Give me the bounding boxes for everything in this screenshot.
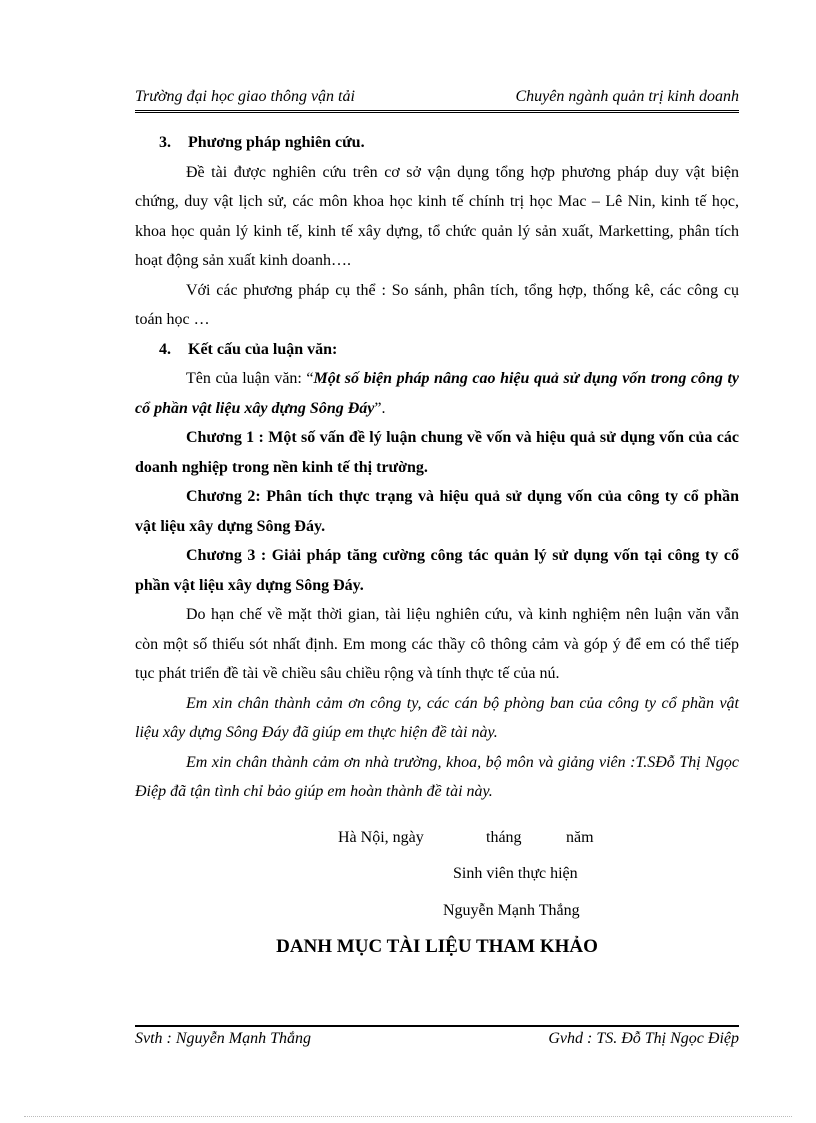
section-3-number: 3. [159, 134, 171, 151]
thanks-school: Em xin chân thành cảm ơn nhà trường, khoa, bộ môn và giảng viên :T.SĐỗ Thị Ngọc Điệp đã tận tình chỉ bảo giúp em hoàn thành đề tài này. [135, 753, 739, 800]
chapter-1: Chương 1 : Một số vấn đề lý luận chung về vốn và hiệu quả sử dụng vốn của các doanh nghiệp trong nền kinh tế thị trường. [135, 429, 739, 476]
chapter-3: Chương 3 : Giải pháp tăng cường công tác quản lý sử dụng vốn tại công ty cổ phần vật liệu xây dựng Sông Đáy. [135, 547, 739, 594]
section-4-title: Kết cấu của luận văn: [188, 340, 338, 358]
signature-date-month: tháng [486, 829, 522, 846]
footer-divider [135, 1025, 739, 1027]
thanks-company: Em xin chân thành cảm ơn công ty, các cán bộ phòng ban của công ty cổ phần vật liệu xây dựng Sông Đáy đã giúp em thực hiện đề tài này. [135, 694, 739, 741]
signature-date-year: năm [566, 829, 594, 846]
limitations-paragraph: Do hạn chế về mặt thời gian, tài liệu nghiên cứu, và kinh nghiệm nên luận văn vẫn còn một số thiếu sót nhất định. Em mong các thầy cô thông cảm và góp ý để em có thể tiếp tục phát triển đề tài về chiều sâu chiều rộng và tính thực tế của nú. [135, 606, 739, 682]
section-3-paragraph-1: Đề tài được nghiên cứu trên cơ sở vận dụng tổng hợp phương pháp duy vật biện chứng, duy vật lịch sử, các môn khoa học kinh tế chính trị học Mac – Lê Nin, kinh tế học, khoa học quản lý kinh tế, kinh tế xây dựng, tổ chức quản lý sản xuất, Marketting, phân tích hoạt động sản xuất kinh doanh…. [135, 163, 739, 269]
footer-advisor: Gvhd : TS. Đỗ Thị Ngọc Điệp [548, 1030, 739, 1047]
section-4-number: 4. [159, 340, 171, 358]
page-bottom-edge [24, 1116, 792, 1117]
header-divider [135, 110, 739, 113]
signature-name: Nguyễn Mạnh Thắng [443, 902, 580, 919]
signature-role: Sinh viên thực hiện [453, 865, 578, 882]
header-major: Chuyên ngành quản trị kinh doanh [515, 88, 739, 105]
thesis-title: Một số biện pháp nâng cao hiệu quả sử dụng vốn trong công ty cổ phần vật liệu xây dựng Sông Đáy [135, 370, 740, 417]
section-3-heading [135, 128, 739, 158]
thesis-title-paragraph [135, 364, 739, 423]
footer-student: Svth : Nguyễn Mạnh Thắng [135, 1030, 311, 1047]
references-title: DANH MỤC TÀI LIỆU THAM KHẢO [276, 936, 598, 957]
section-3-title: Phương pháp nghiên cứu. [188, 134, 365, 151]
signature-date-place: Hà Nội, ngày [338, 829, 424, 846]
thesis-prefix: Tên của luận văn: “ [186, 370, 314, 387]
page-body [135, 128, 739, 807]
header-school: Trường đại học giao thông vận tải [135, 88, 355, 105]
section-4-heading [135, 335, 739, 365]
page-header [135, 88, 739, 110]
section-3-paragraph-2: Với các phương pháp cụ thể : So sánh, phân tích, tổng hợp, thống kê, các công cụ toán học … [135, 281, 739, 328]
chapter-2: Chương 2: Phân tích thực trạng và hiệu quả sử dụng vốn của công ty cổ phần vật liệu xây dựng Sông Đáy. [135, 488, 739, 535]
thesis-suffix: ”. [374, 399, 386, 417]
